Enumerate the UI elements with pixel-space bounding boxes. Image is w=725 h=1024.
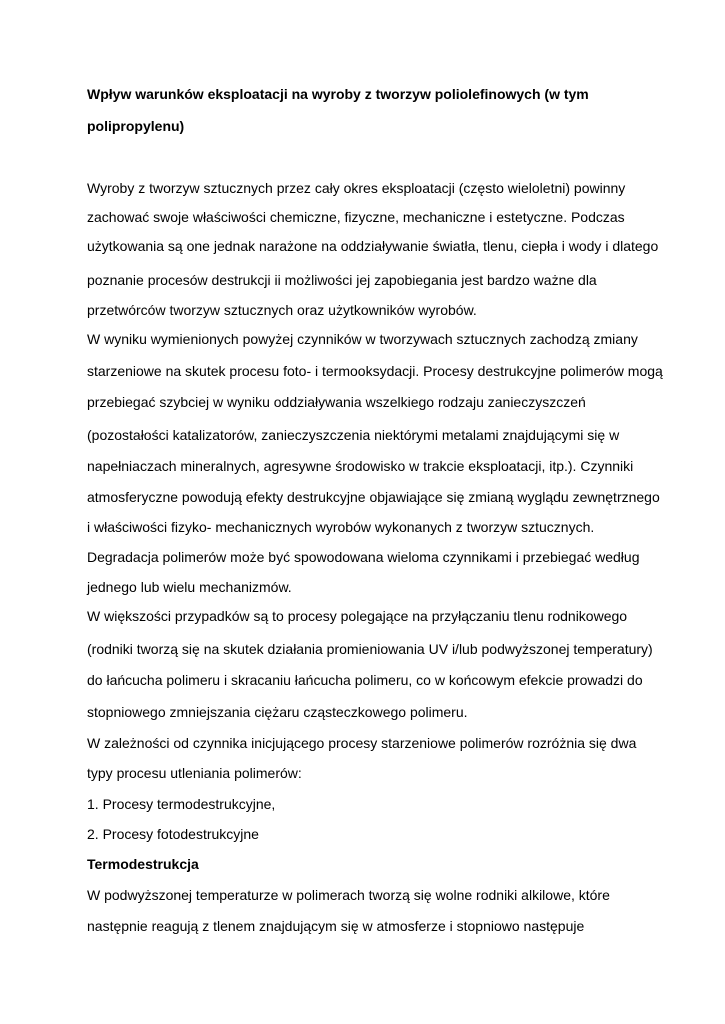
list-item: 2. Procesy fotodestrukcyjne bbox=[87, 826, 259, 842]
body-line: do łańcucha polimeru i skracaniu łańcucha polimeru, co w końcowym efekcie prowadzi do bbox=[87, 672, 643, 688]
section-line: następnie reagują z tlenem znajdującym się w atmosferze i stopniowo następuje bbox=[87, 918, 585, 934]
body-line: stopniowego zmniejszania ciężaru cząsteczkowego polimeru. bbox=[87, 704, 468, 720]
list-item: 1. Procesy termodestrukcyjne, bbox=[87, 796, 276, 812]
body-line: przetwórców tworzyw sztucznych oraz użytkowników wyrobów. bbox=[87, 302, 477, 318]
body-line: napełniaczach mineralnych, agresywne środowisko w trakcie eksploatacji, itp.). Czynniki bbox=[87, 458, 634, 474]
body-line: Degradacja polimerów może być spowodowana wieloma czynnikami i przebiegać według bbox=[87, 549, 640, 565]
document-title-line-2: polipropylenu) bbox=[87, 118, 185, 134]
body-line: poznanie procesów destrukcji ii możliwości jej zapobiegania jest bardzo ważne dla bbox=[87, 272, 597, 288]
body-line: W wyniku wymienionych powyżej czynników w tworzywach sztucznych zachodzą zmiany bbox=[87, 331, 638, 347]
body-line: atmosferyczne powodują efekty destrukcyjne objawiające się zmianą wyglądu zewnętrznego bbox=[87, 489, 660, 505]
body-line: W większości przypadków są to procesy polegające na przyłączaniu tlenu rodnikowego bbox=[87, 608, 628, 624]
body-line: starzeniowe na skutek procesu foto- i termooksydacji. Procesy destrukcyjne polimerów mogą bbox=[87, 363, 663, 379]
body-line: jednego lub wielu mechanizmów. bbox=[87, 579, 292, 595]
section-heading: Termodestrukcja bbox=[87, 856, 199, 872]
body-line: zachować swoje właściwości chemiczne, fizyczne, mechaniczne i estetyczne. Podczas bbox=[87, 209, 625, 225]
body-line: W zależności od czynnika inicjującego procesy starzeniowe polimerów rozróżnia się dwa bbox=[87, 735, 637, 751]
body-line: typy procesu utleniania polimerów: bbox=[87, 765, 302, 781]
document-title-line-1: Wpływ warunków eksploatacji na wyroby z tworzyw poliolefinowych (w tym bbox=[87, 86, 589, 102]
body-line: (rodniki tworzą się na skutek działania promieniowania UV i/lub podwyższonej temperatury) bbox=[87, 641, 653, 657]
body-line: Wyroby z tworzyw sztucznych przez cały okres eksploatacji (często wieloletni) powinny bbox=[87, 180, 626, 196]
body-line: (pozostałości katalizatorów, zanieczyszczenia niektórymi metalami znajdującymi się w bbox=[87, 427, 620, 443]
body-line: przebiegać szybciej w wyniku oddziaływania wszelkiego rodzaju zanieczyszczeń bbox=[87, 394, 586, 410]
body-line: i właściwości fizyko- mechanicznych wyrobów wykonanych z tworzyw sztucznych. bbox=[87, 519, 595, 535]
section-line: W podwyższonej temperaturze w polimerach tworzą się wolne rodniki alkilowe, które bbox=[87, 887, 610, 903]
body-line: użytkowania są one jednak narażone na oddziaływanie światła, tlenu, ciepła i wody i dlatego bbox=[87, 238, 659, 254]
